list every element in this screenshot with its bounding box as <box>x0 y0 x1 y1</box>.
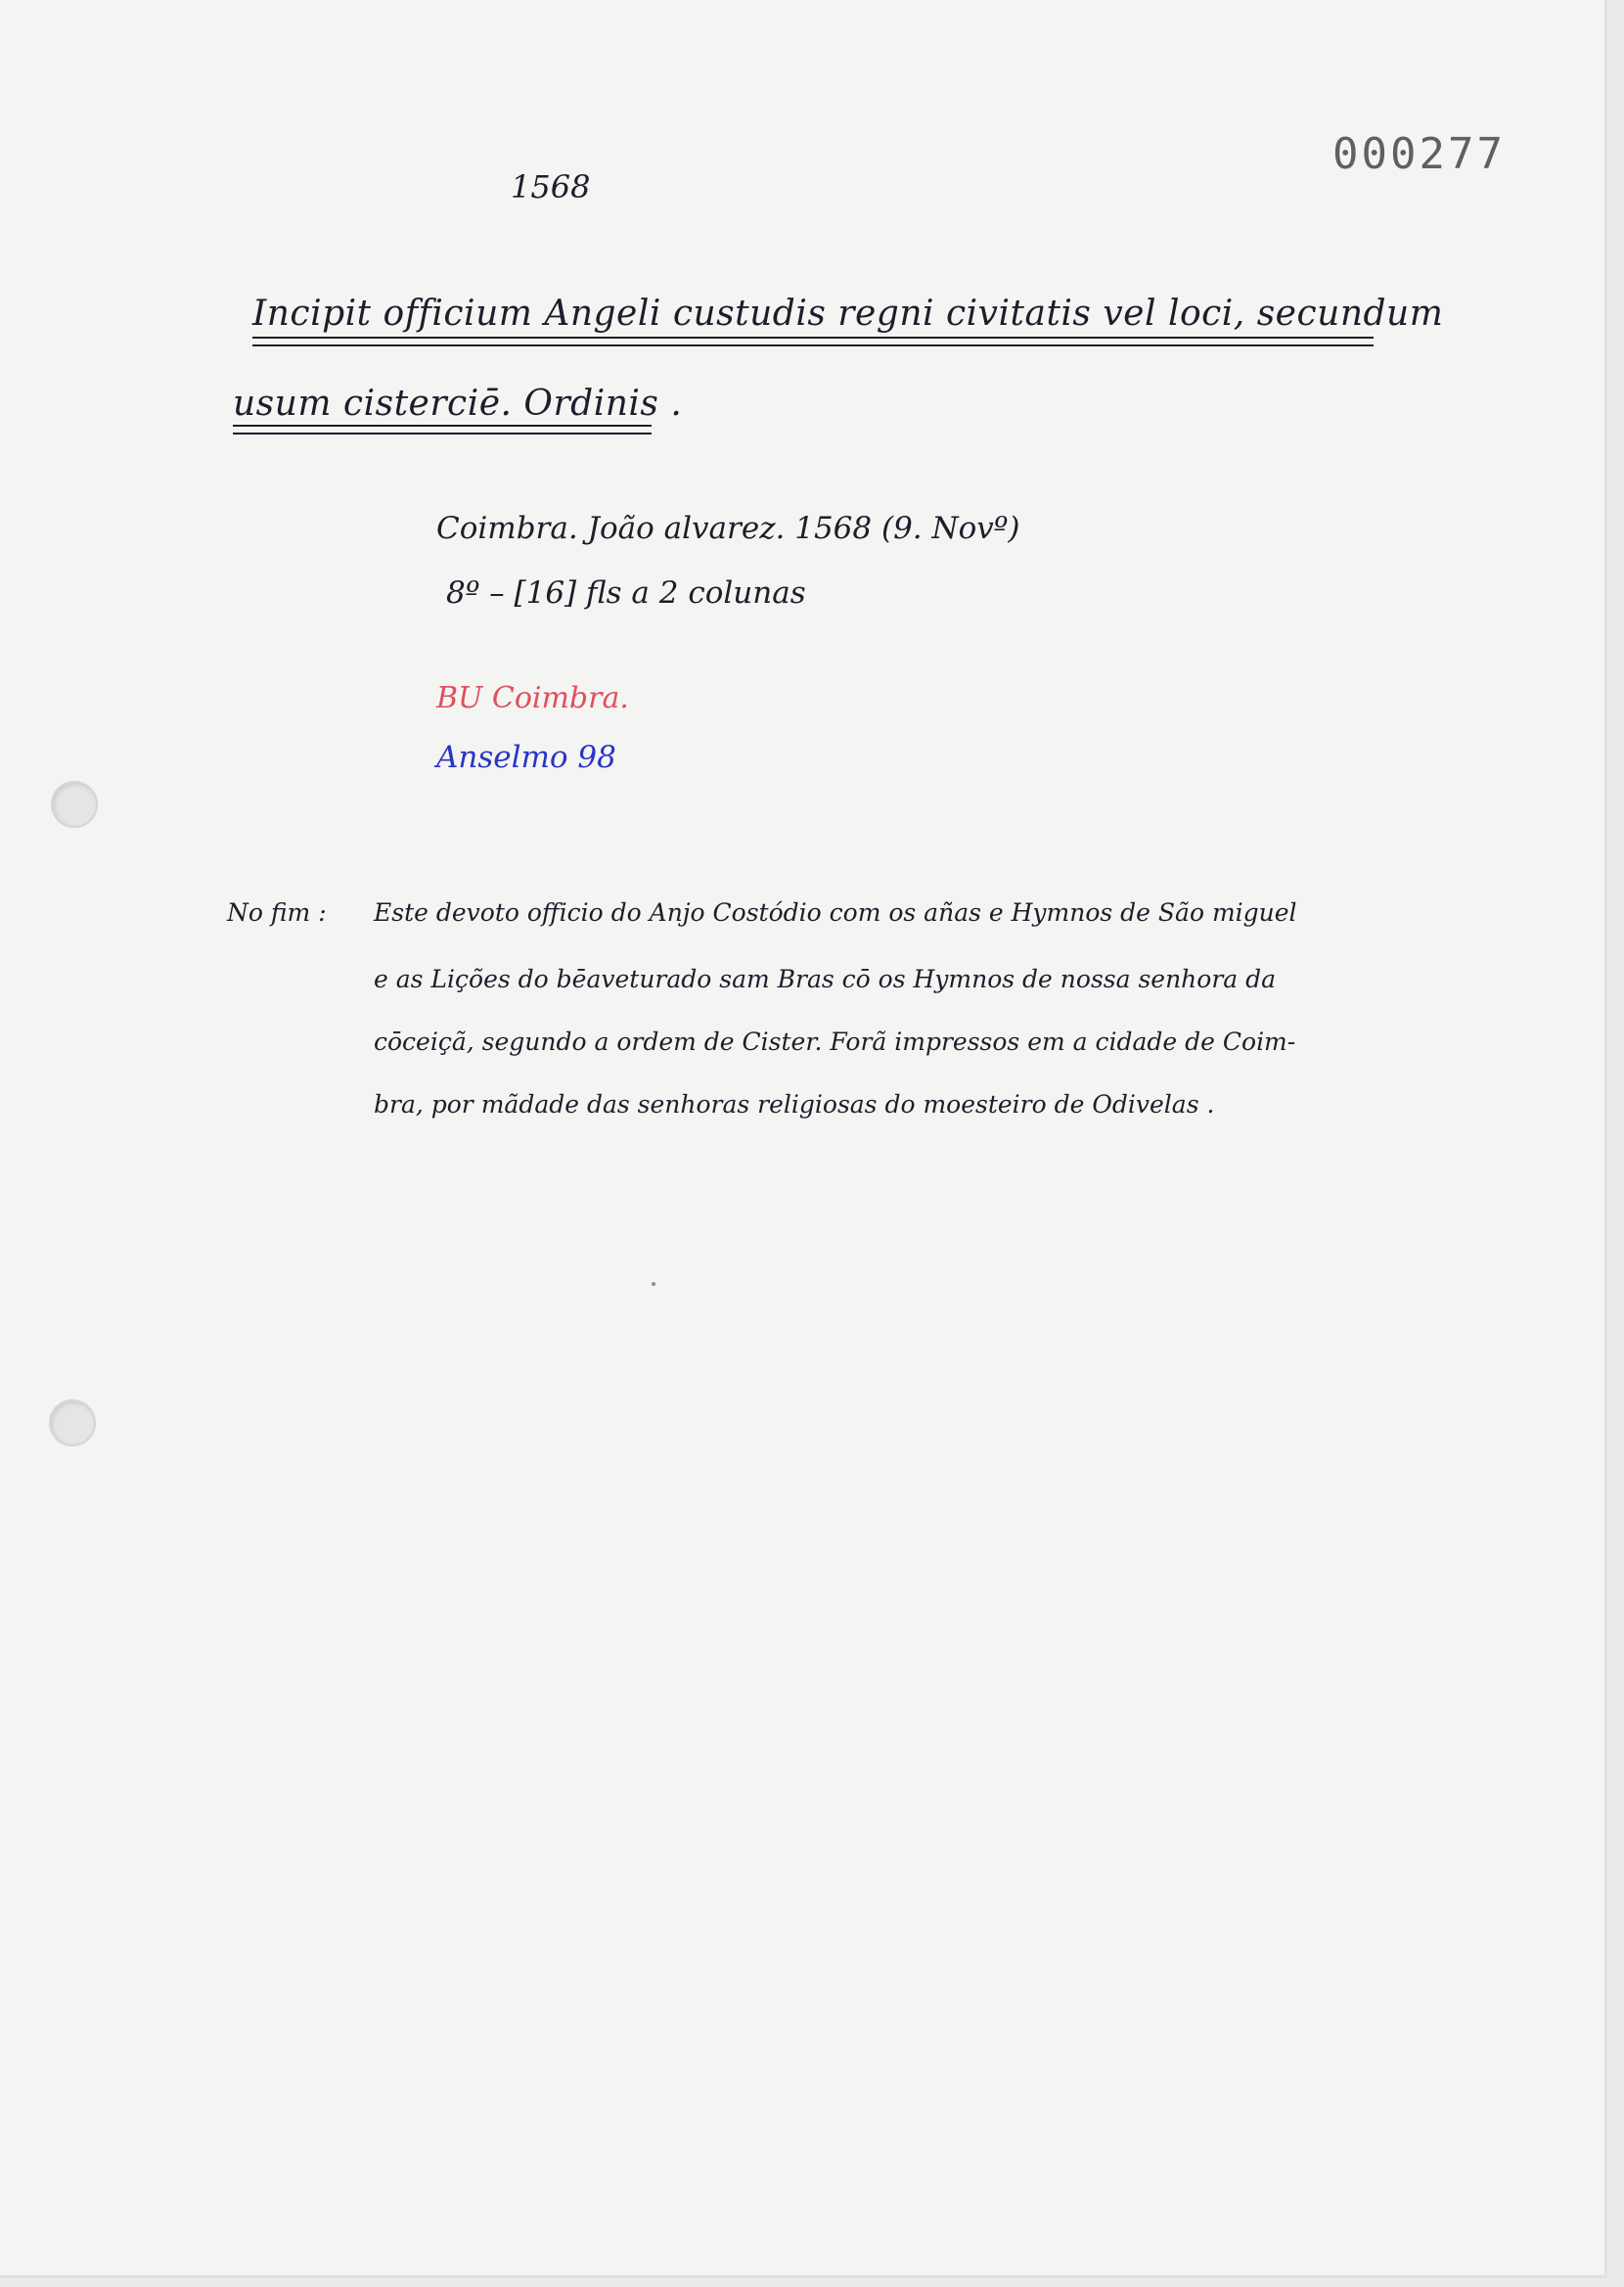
year-heading: 1568 <box>511 168 591 206</box>
stamp-number: 000277 <box>1332 129 1506 179</box>
colophon-line: bra, por mãdade das senhoras religiosas do moesteiro de Odivelas . <box>374 1090 1215 1119</box>
title-line-2: usum cisterciē. Ordinis . <box>233 384 683 424</box>
colophon-line: e as Lições do bēaveturado sam Bras cō os Hymnos de nossa senhora da <box>374 965 1277 993</box>
title-line-1: Incipit officium Angeli custudis regni civitatis vel loci, secundum <box>252 294 1444 334</box>
colophon-label: No fim : <box>227 898 327 927</box>
punch-hole <box>49 1399 96 1446</box>
bibliographic-reference: Anselmo 98 <box>436 740 616 775</box>
library-location: BU Coimbra. <box>436 681 629 715</box>
imprint-line-1: Coimbra. João alvarez. 1568 (9. Novº) <box>436 511 1020 546</box>
title-underline <box>252 337 1374 339</box>
title-underline <box>252 344 1374 346</box>
punch-hole <box>51 781 98 828</box>
colophon-line: Este devoto officio do Anjo Costódio com os añas e Hymnos de São miguel <box>374 898 1297 927</box>
title-underline <box>233 425 652 427</box>
imprint-line-2: 8º – [16] fls a 2 colunas <box>446 575 806 611</box>
title-underline <box>233 433 652 435</box>
paper-speck <box>652 1282 655 1286</box>
colophon-line: cōceiçã, segundo a ordem de Cister. Forã impressos em a cidade de Coim- <box>374 1028 1296 1056</box>
